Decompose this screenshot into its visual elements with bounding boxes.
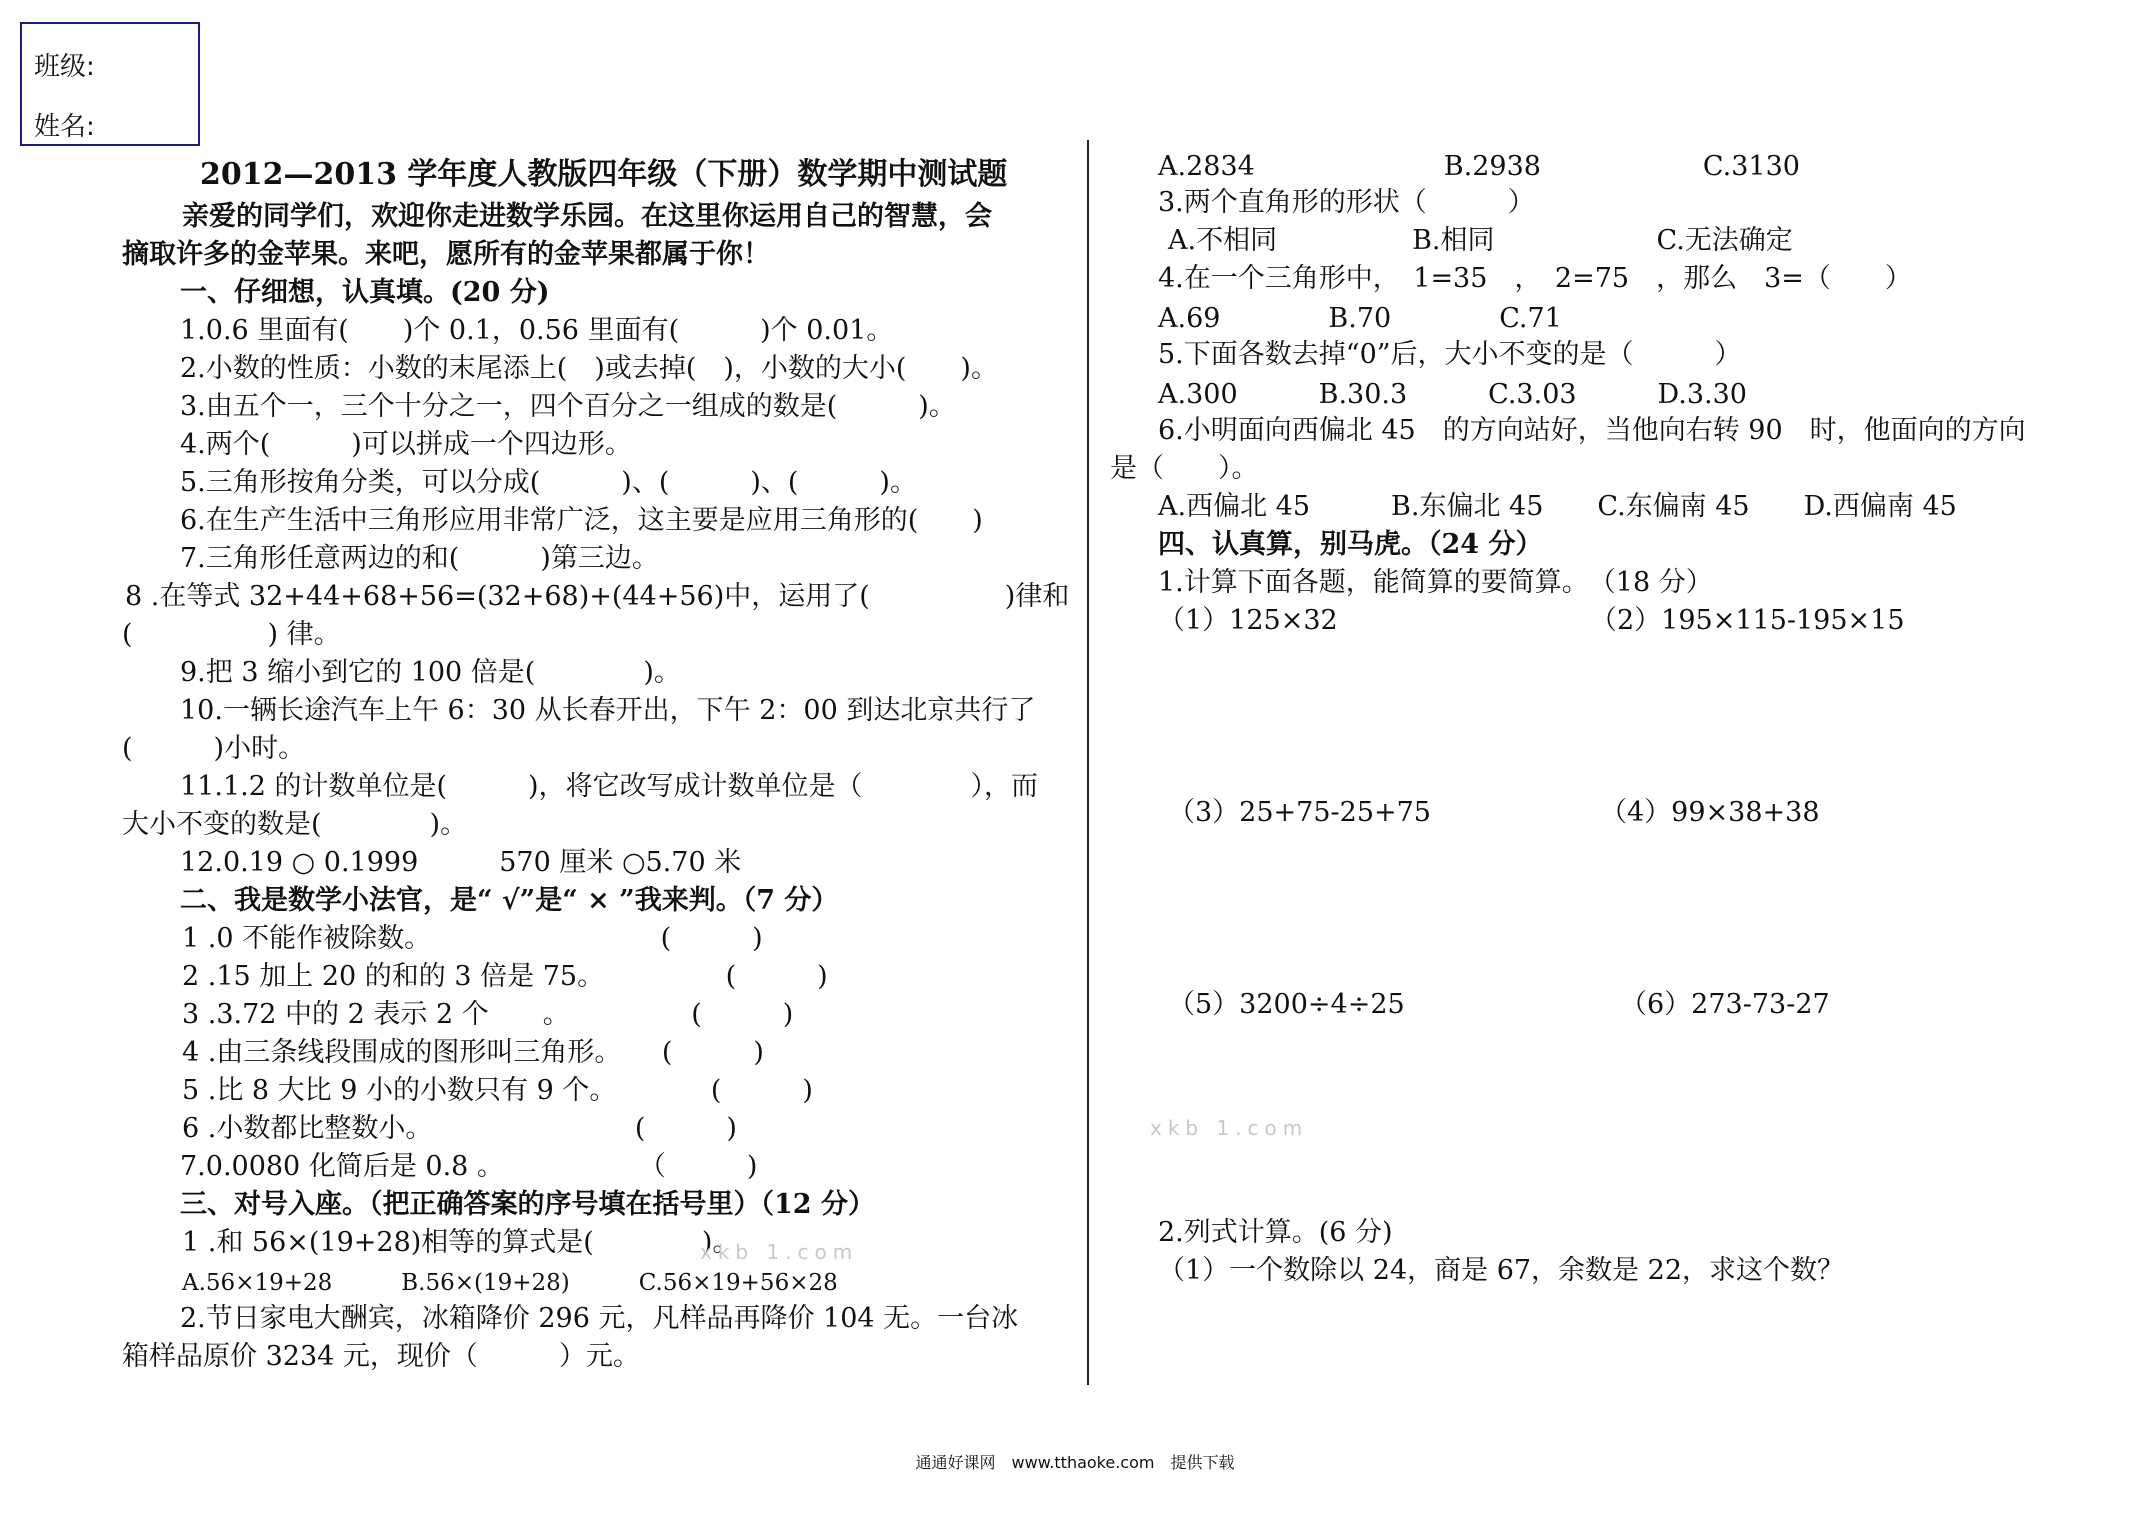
s4-question-1: 1.计算下面各题，能简算的要简算。 （18 分） — [1158, 567, 1713, 598]
s1-question-4: 4.两个( )可以拼成一个四边形。 — [180, 429, 632, 460]
intro-line-1: 亲爱的同学们，欢迎你走进数学乐园。在这里你运用自己的智慧，会 — [182, 201, 992, 232]
s1-question-8b: ( ) 律。 — [122, 619, 341, 650]
s4-question-2: 2.列式计算。(6 分) — [1158, 1217, 1393, 1248]
s1-question-1: 1.0.6 里面有( )个 0.1，0.56 里面有( )个 0.01。 — [180, 315, 894, 346]
s2-question-4: 4 .由三条线段围成的图形叫三角形。 ( ) — [182, 1037, 764, 1068]
s2-question-1: 1 .0 不能作被除数。 ( ) — [182, 923, 763, 954]
intro-line-2: 摘取许多的金苹果。来吧，愿所有的金苹果都属于你！ — [122, 239, 770, 270]
s4-question-2-1: （1）一个数除以 24，商是 67，余数是 22，求这个数？ — [1158, 1255, 1844, 1286]
s1-question-8a: 8 .在等式 32+44+68+56=(32+68)+(44+56)中，运用了( )律和 — [125, 581, 1070, 612]
calc-item-2: （2）195×115-195×15 — [1590, 605, 1905, 636]
s1-question-12: 12.0.19 ○ 0.1999 570 厘米 ○5.70 米 — [180, 847, 742, 878]
r-q3: 3.两个直角形的形状（ ） — [1158, 187, 1535, 218]
r-q6a: 6.小明面向西偏北 45 的方向站好，当他向右转 90 时，他面向的方向 — [1158, 415, 2026, 446]
s1-question-10a: 10.一辆长途汽车上午 6：30 从长春开出，下午 2：00 到达北京共行了 — [180, 695, 1036, 726]
s1-question-11b: 大小不变的数是( )。 — [122, 809, 468, 840]
calc-item-1: （1）125×32 — [1158, 605, 1338, 636]
s1-question-11a: 11.1.2 的计数单位是( )，将它改写成计数单位是（ ），而 — [180, 771, 1039, 802]
s3-question-2b: 箱样品原价 3234 元，现价（ ）元。 — [122, 1341, 640, 1372]
s3-question-1: 1 .和 56×(19+28)相等的算式是( )。 — [182, 1227, 740, 1258]
page-title: 2012—2013 学年度人教版四年级（下册）数学期中测试题 — [200, 157, 1008, 192]
calc-item-3: （3）25+75-25+75 — [1168, 797, 1431, 828]
name-label: 姓名: — [34, 112, 95, 142]
s1-question-5: 5.三角形按角分类，可以分成( )、( )、( )。 — [180, 467, 917, 498]
r-q4-options: A.69 B.70 C.71 — [1158, 303, 1562, 334]
s2-question-2: 2 .15 加上 20 的和的 3 倍是 75。 ( ) — [182, 961, 828, 992]
watermark-left: xkb 1.com — [700, 1240, 859, 1264]
student-info-box — [20, 22, 200, 146]
s2-question-7: 7.0.0080 化简后是 0.8 。 （ ) — [180, 1151, 758, 1182]
s1-question-9: 9.把 3 缩小到它的 100 倍是( )。 — [180, 657, 681, 688]
s2-question-6: 6 .小数都比整数小。 ( ) — [182, 1113, 737, 1144]
s1-question-2: 2.小数的性质：小数的末尾添上( )或去掉( )，小数的大小( )。 — [180, 353, 998, 384]
r-q4: 4.在一个三角形中， 1=35 ， 2=75 ，那么 3=（ ） — [1158, 263, 1912, 294]
footer-credit: 通通好课网 www.tthaoke.com 提供下载 — [915, 1453, 1235, 1472]
s2-question-5: 5 .比 8 大比 9 小的小数只有 9 个。 ( ) — [182, 1075, 813, 1106]
r-q6-options: A.西偏北 45 B.东偏北 45 C.东偏南 45 D.西偏南 45 — [1158, 491, 1957, 522]
column-divider — [1087, 140, 1089, 1385]
s1-question-10b: ( )小时。 — [122, 733, 306, 764]
r-q5: 5.下面各数去掉“0”后，大小不变的是（ ） — [1158, 339, 1742, 370]
s1-question-3: 3.由五个一，三个十分之一，四个百分之一组成的数是( )。 — [180, 391, 956, 422]
r-q6b: 是（ ）。 — [1110, 453, 1259, 484]
section-4-heading: 四、认真算，别马虎。（24 分） — [1158, 529, 1543, 560]
s3-question-1-options: A.56×19+28 B.56×(19+28) C.56×19+56×28 — [182, 1270, 838, 1296]
s1-question-6: 6.在生产生活中三角形应用非常广泛，这主要是应用三角形的( ) — [180, 505, 983, 536]
section-3-heading: 三、对号入座。（把正确答案的序号填在括号里）（12 分） — [180, 1189, 875, 1220]
calc-item-5: （5）3200÷4÷25 — [1168, 989, 1405, 1020]
section-1-heading: 一、仔细想，认真填。(20 分) — [180, 277, 550, 308]
r-q2-options: A.2834 B.2938 C.3130 — [1158, 151, 1800, 182]
s1-question-7: 7.三角形任意两边的和( )第三边。 — [180, 543, 659, 574]
calc-item-6: （6）273-73-27 — [1620, 989, 1830, 1020]
s3-question-2a: 2.节日家电大酬宾，冰箱降价 296 元，凡样品再降价 104 无。一台冰 — [180, 1303, 1019, 1334]
r-q5-options: A.300 B.30.3 C.3.03 D.3.30 — [1158, 379, 1747, 410]
watermark-right: xkb 1.com — [1150, 1116, 1309, 1140]
r-q3-options: A.不相同 B.相同 C.无法确定 — [1168, 225, 1793, 256]
section-2-heading: 二、我是数学小法官，是“ √”是“ × ”我来判。（7 分） — [180, 885, 839, 916]
class-label: 班级: — [34, 52, 95, 82]
calc-item-4: （4）99×38+38 — [1600, 797, 1820, 828]
s2-question-3: 3 .3.72 中的 2 表示 2 个 。 ( ) — [182, 999, 794, 1030]
